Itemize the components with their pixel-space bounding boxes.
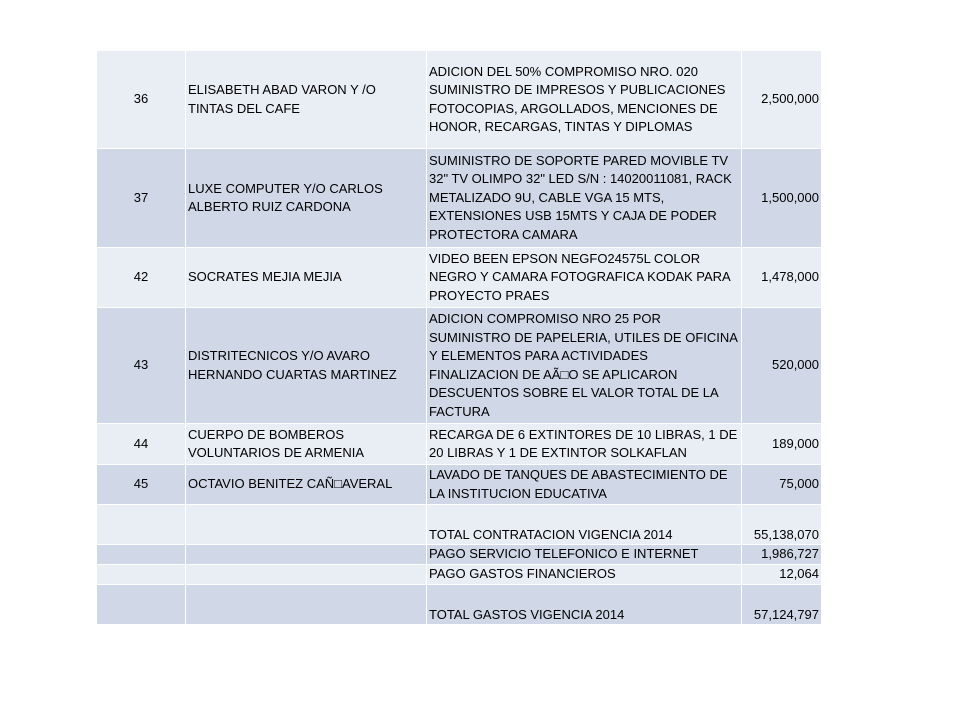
contractor-name: OCTAVIO BENITEZ CAÑ□AVERAL [186,465,427,505]
table-row [97,51,822,149]
contract-value: 75,000 [742,465,822,505]
table-row [97,424,822,465]
contract-value: 1,478,000 [742,248,822,308]
contract-value: 1,500,000 [742,149,822,248]
summary-label: PAGO SERVICIO TELEFONICO E INTERNET [427,545,742,565]
summary-label: PAGO GASTOS FINANCIEROS [427,565,742,585]
empty-cell [97,565,186,585]
summary-label: TOTAL CONTRATACION VIGENCIA 2014 [427,505,742,545]
summary-value: 1,986,727 [742,545,822,565]
summary-row [97,505,822,545]
contract-description: ADICION COMPROMISO NRO 25 POR SUMINISTRO DE PAPELERIA, UTILES DE OFICINA Y ELEMENTOS PARA ACTIVIDADES FINALIZACION DE AÃ□O SE APLICARON DESCUENTOS SOBRE EL VALOR TOTAL DE LA FACTURA [427,308,742,424]
contract-number: 37 [97,149,186,248]
summary-row [97,585,822,625]
summary-value: 57,124,797 [742,585,822,625]
table-row [97,465,822,505]
contract-number: 44 [97,424,186,465]
contract-description: ADICION DEL 50% COMPROMISO NRO. 020 SUMINISTRO DE IMPRESOS Y PUBLICACIONES FOTOCOPIAS, ARGOLLADOS, MENCIONES DE HONOR, RECARGAS, TINTAS Y DIPLOMAS [427,51,742,149]
empty-cell [97,585,186,625]
table-row [97,308,822,424]
contract-description: SUMINISTRO DE SOPORTE PARED MOVIBLE TV 32" TV OLIMPO 32" LED S/N : 14020011081, RACK METALIZADO 9U, CABLE VGA 15 MTS, EXTENSIONES USB 15MTS Y CAJA DE PODER PROTECTORA CAMARA [427,149,742,248]
empty-cell [97,545,186,565]
summary-value: 55,138,070 [742,505,822,545]
contract-value: 2,500,000 [742,51,822,149]
contract-number: 42 [97,248,186,308]
empty-cell [186,585,427,625]
contract-number: 43 [97,308,186,424]
summary-value: 12,064 [742,565,822,585]
contractor-name: CUERPO DE BOMBEROS VOLUNTARIOS DE ARMENIA [186,424,427,465]
empty-cell [97,505,186,545]
contract-description: VIDEO BEEN EPSON NEGFO24575L COLOR NEGRO Y CAMARA FOTOGRAFICA KODAK PARA PROYECTO PRAES [427,248,742,308]
empty-cell [186,545,427,565]
expense-table [96,50,822,625]
summary-row [97,545,822,565]
contract-number: 45 [97,465,186,505]
table-row [97,149,822,248]
contract-value: 189,000 [742,424,822,465]
contractor-name: SOCRATES MEJIA MEJIA [186,248,427,308]
table-row [97,248,822,308]
contract-number: 36 [97,51,186,149]
contractor-name: ELISABETH ABAD VARON Y /O TINTAS DEL CAFE [186,51,427,149]
summary-label: TOTAL GASTOS VIGENCIA 2014 [427,585,742,625]
contractor-name: DISTRITECNICOS Y/O AVARO HERNANDO CUARTAS MARTINEZ [186,308,427,424]
contract-value: 520,000 [742,308,822,424]
empty-cell [186,565,427,585]
contractor-name: LUXE COMPUTER Y/O CARLOS ALBERTO RUIZ CARDONA [186,149,427,248]
summary-row [97,565,822,585]
contract-description: LAVADO DE TANQUES DE ABASTECIMIENTO DE LA INSTITUCION EDUCATIVA [427,465,742,505]
contract-description: RECARGA DE 6 EXTINTORES DE 10 LIBRAS, 1 DE 20 LIBRAS Y 1 DE EXTINTOR SOLKAFLAN [427,424,742,465]
empty-cell [186,505,427,545]
